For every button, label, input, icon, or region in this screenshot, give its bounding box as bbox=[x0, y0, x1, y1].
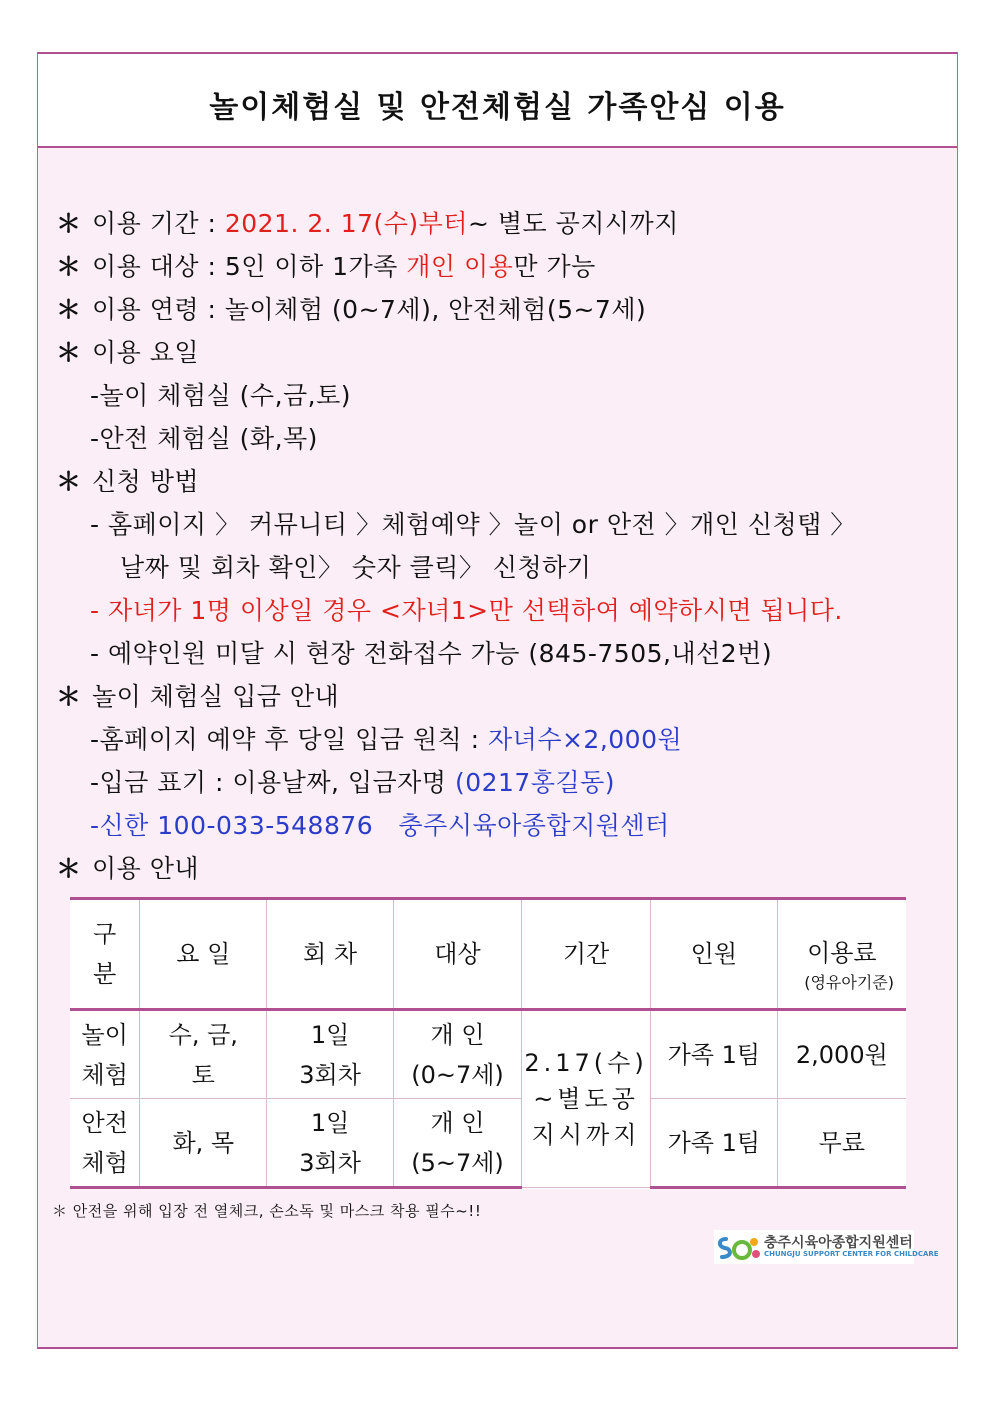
cell-people: 가족 1팀 bbox=[651, 1010, 778, 1099]
period-start: 2021. 2. 17(수)부터 bbox=[224, 209, 468, 238]
deposit-heading bbox=[56, 677, 339, 713]
apply-step-2: 날짜 및 회차 확인〉 숫자 클릭〉 신청하기 bbox=[120, 553, 592, 582]
logo-korean: 충주시육아종합지원센터 bbox=[764, 1235, 913, 1251]
apply-warning: - 자녀가 1명 이상일 경우 <자녀1>만 선택하여 예약하시면 됩니다. bbox=[90, 596, 843, 625]
period-end: ~ 별도 공지시까지 bbox=[467, 209, 679, 238]
cell-session: 1일 3회차 bbox=[267, 1010, 394, 1099]
deposit-format bbox=[90, 763, 615, 799]
cell-fee: 2,000원 bbox=[777, 1010, 906, 1099]
content-area bbox=[38, 148, 957, 1347]
period-line bbox=[56, 204, 679, 240]
header-fee-note: (영유아기준) bbox=[804, 973, 894, 992]
table-row bbox=[70, 1010, 906, 1099]
header-fee-label: 이용료 bbox=[807, 939, 877, 967]
usage-table bbox=[70, 897, 906, 1189]
table-row bbox=[70, 1099, 906, 1188]
center-logo bbox=[714, 1230, 939, 1264]
days-heading bbox=[56, 333, 199, 369]
cell-fee: 무료 bbox=[777, 1099, 906, 1188]
cell-target: 개 인 (0~7세) bbox=[393, 1010, 521, 1099]
bullet-star: ＊ bbox=[56, 338, 82, 367]
apply-phone: - 예약인원 미달 시 현장 전화접수 가능 (845-7505,내선2번) bbox=[90, 639, 773, 668]
cell-category: 놀이 체험 bbox=[70, 1010, 140, 1099]
cell-period: 2.17(수) ~별도공 지시까지 bbox=[522, 1010, 651, 1188]
bullet-star: ＊ bbox=[56, 682, 82, 711]
days-play: -놀이 체험실 (수,금,토) bbox=[90, 381, 352, 410]
target-rest: 만 가능 bbox=[513, 252, 596, 281]
logo-mark-icon bbox=[716, 1233, 762, 1261]
apply-step-1: - 홈페이지 〉 커뮤니티 〉체험예약 〉놀이 or 안전 〉개인 신청탭 〉 bbox=[90, 510, 856, 539]
header-period: 기간 bbox=[522, 899, 651, 1010]
bullet-star: ＊ bbox=[56, 209, 82, 238]
header-people: 인원 bbox=[651, 899, 778, 1010]
days-label: 이용 요일 bbox=[92, 338, 200, 367]
logo-english: CHUNGJU SUPPORT CENTER FOR CHILDCARE bbox=[764, 1250, 939, 1258]
deposit-example: (0217홍길동) bbox=[454, 768, 616, 797]
days-safety: -안전 체험실 (화,목) bbox=[90, 424, 318, 453]
deposit-amount: 자녀수×2,000원 bbox=[488, 725, 683, 754]
cell-day: 수, 금, 토 bbox=[140, 1010, 267, 1099]
target-highlight: 개인 이용 bbox=[406, 252, 514, 281]
bullet-star: ＊ bbox=[56, 252, 82, 281]
deposit-rule-text: -홈페이지 예약 후 당일 입금 원칙 : bbox=[90, 725, 489, 754]
deposit-format-text: -입금 표기 : 이용날짜, 입금자명 bbox=[90, 768, 455, 797]
table-header-row bbox=[70, 899, 906, 1010]
bullet-star: ＊ bbox=[56, 467, 82, 496]
deposit-rule bbox=[90, 720, 682, 756]
document-frame bbox=[37, 52, 958, 1349]
header-category: 구 분 bbox=[70, 899, 140, 1010]
target-label: 이용 대상 : 5인 이하 1가족 bbox=[92, 252, 407, 281]
target-line bbox=[56, 247, 596, 283]
cell-people: 가족 1팀 bbox=[651, 1099, 778, 1188]
bullet-star: ＊ bbox=[56, 295, 82, 324]
header-target: 대상 bbox=[393, 899, 521, 1010]
age-text: 이용 연령 : 놀이체험 (0~7세), 안전체험(5~7세) bbox=[92, 295, 647, 324]
page-title: 놀이체험실 및 안전체험실 가족안심 이용 bbox=[209, 90, 786, 125]
header-fee bbox=[777, 899, 906, 1010]
guide-label: 이용 안내 bbox=[92, 854, 200, 883]
cell-target: 개 인 (5~7세) bbox=[393, 1099, 521, 1188]
period-label: 이용 기간 : bbox=[92, 209, 225, 238]
apply-label: 신청 방법 bbox=[92, 467, 200, 496]
bullet-star: ＊ bbox=[56, 854, 82, 883]
cell-session: 1일 3회차 bbox=[267, 1099, 394, 1188]
safety-footnote: ＊ 안전을 위해 입장 전 열체크, 손소독 및 마스크 착용 필수~!! bbox=[52, 1202, 482, 1220]
deposit-label: 놀이 체험실 입금 안내 bbox=[92, 682, 340, 711]
cell-category: 안전 체험 bbox=[70, 1099, 140, 1188]
apply-heading bbox=[56, 462, 199, 498]
header-day: 요 일 bbox=[140, 899, 267, 1010]
age-line bbox=[56, 290, 646, 326]
title-bar bbox=[38, 54, 957, 148]
guide-heading bbox=[56, 849, 199, 885]
bank-account: -신한 100-033-548876 충주시육아종합지원센터 bbox=[90, 811, 670, 840]
cell-day: 화, 목 bbox=[140, 1099, 267, 1188]
header-session: 회 차 bbox=[267, 899, 394, 1010]
